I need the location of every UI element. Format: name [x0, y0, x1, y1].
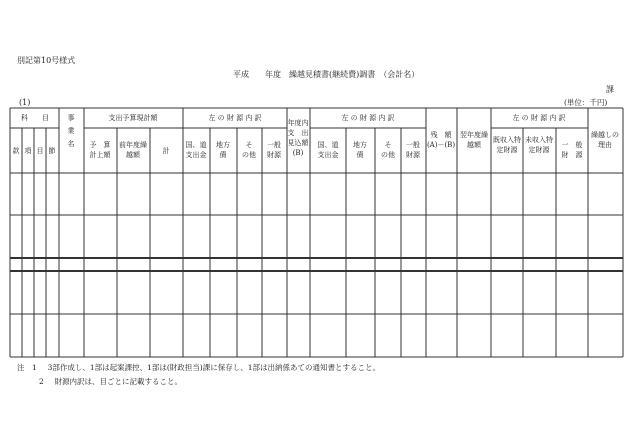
- header-kishuunyu-tokutei-zaigen: 既収入特定財源: [493, 136, 521, 154]
- header-sonota-2: そ の他: [381, 141, 395, 159]
- header-mishuunyu-tokutei-zaigen: 未収入特定財源: [525, 136, 553, 154]
- header-zaigen-group-1: 左 の 財 源 内 訳: [208, 114, 262, 122]
- note-2-marker: 2: [39, 377, 44, 386]
- header-sonota-1: そ の他: [242, 141, 256, 159]
- header-yosan-keijogaku: 予 算計上額: [89, 141, 111, 159]
- header-nendonai-shishutsu-mikomigaku: 年度内支 出見込額(B): [287, 119, 309, 157]
- header-ippan-zaigen-2: 一般財源: [406, 141, 420, 159]
- header-kamoku: 科 目: [21, 114, 49, 122]
- header-kuni-ken-shishutsukin-2: 国、道支出金: [317, 141, 339, 159]
- title-year-label: 年度: [265, 70, 281, 79]
- note-2: [39, 378, 182, 386]
- header-zangaku: 残 額(A)－(B): [426, 131, 456, 149]
- header-zaigen-group-2: 左 の 財 源 内 訳: [341, 114, 395, 122]
- header-kou: 項: [24, 147, 32, 155]
- note-1-marker: 注 1: [17, 363, 37, 372]
- header-moku: 目: [36, 147, 44, 155]
- header-kuni-ken-shishutsukin-1: 国、道支出金: [185, 141, 207, 159]
- title-accounting-name: （会計名）: [379, 70, 420, 79]
- header-zennendo-kurikoshigaku: 前年度繰越額: [119, 141, 147, 159]
- header-ippan-zaigen-1: 一般財源: [267, 141, 281, 159]
- unit-label: (単位：千円): [564, 98, 608, 107]
- form-number: 別記第10号様式: [17, 56, 76, 65]
- section-index: (1): [19, 98, 31, 107]
- header-jigyo-mei: 事業名: [67, 114, 75, 148]
- header-kurikoshi-riyu: 繰越しの理由: [591, 131, 619, 149]
- note-2-text: 財源内訳は、目ごとに記載すること。: [54, 377, 183, 386]
- header-chihosai-2: 地方債: [353, 141, 367, 159]
- header-setsu: 節: [48, 147, 56, 155]
- header-kan: 款: [12, 147, 20, 155]
- note-1: [17, 364, 380, 372]
- header-kei: 計: [162, 147, 170, 155]
- department-label: 課: [606, 85, 614, 94]
- header-shishutsu-yosan-genkeigaku: 支出予算現計額: [108, 114, 158, 122]
- header-ippan-zaigen-3: 一 般財 源: [561, 141, 583, 159]
- header-chihosai-1: 地方債: [216, 141, 230, 159]
- note-1-text: 3部作成し、1部は起案課控、1部は(財政担当)課に保存し、1部は出納係あての通知書とすること。: [47, 363, 380, 372]
- header-zaigen-group-3: 左 の 財 源 内 訳: [512, 114, 566, 122]
- header-yokunendo-kurikoshigaku: 翌年度繰越額: [460, 131, 488, 149]
- title-document-name: 繰越見積書(継続費)調書: [289, 70, 376, 79]
- title-era: 平成: [233, 70, 249, 79]
